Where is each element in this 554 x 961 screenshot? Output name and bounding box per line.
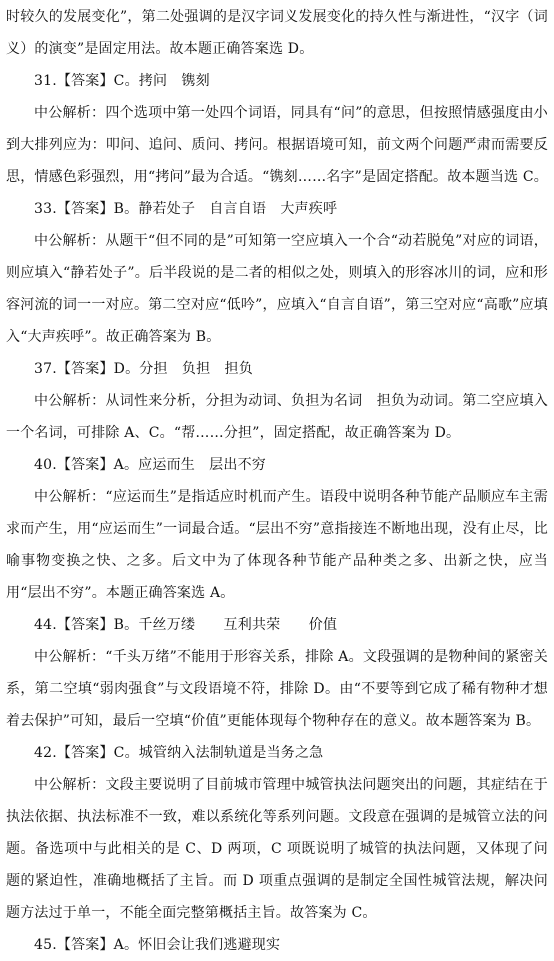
answer-line-42: 42.【答案】C。城管纳入法制轨道是当务之急 — [34, 745, 324, 761]
analysis-44: 中公解析：“千头万绪”不能用于形容关系，排除 A。文段强调的是物种间的紧密关系，第二空填“弱肉强食”与文段语境不符，排除 D。由“不要等到它成了稀有物种才想着去保护”可知，最后一空填“价值”更能体现每个物种存在的意义。故本题答案为 B。 — [6, 649, 548, 729]
answer-line-40: 40.【答案】A。应运而生 层出不穷 — [34, 457, 266, 473]
analysis-33: 中公解析：从题干“但不同的是”可知第一空应填入一个合“动若脱兔”对应的词语，则应填入“静若处子”。后半段说的是二者的相似之处，则填入的形容冰川的词，应和形容河流的词一一对应。第二空对应“低吟”，应填入“自言自语”，第三空对应“高歌”应填入“大声疾呼”。故正确答案为 B。 — [6, 233, 548, 345]
analysis-40: 中公解析：“应运而生”是指适应时机而产生。语段中说明各种节能产品顺应车主需求而产生，用“应运而生”一词最合适。“层出不穷”意指接连不断地出现，没有止尽，比喻事物变换之快、之多。后文中为了体现各种节能产品种类之多、出新之快，应当用“层出不穷”。本题正确答案选 A。 — [6, 489, 548, 601]
analysis-31: 中公解析：四个选项中第一处四个词语，同具有“问”的意思，但按照情感强度由小到大排列应为：叩问、追问、质问、拷问。根据语境可知，前文两个问题严肃而需要反思，情感色彩强烈，用“拷问”最为合适。“镌刻……名字”是固定搭配。故本题当选 C。 — [6, 105, 548, 185]
answer-line-33: 33.【答案】B。静若处子 自言自语 大声疾呼 — [34, 201, 338, 217]
answer-line-44: 44.【答案】B。千丝万缕 互利共荣 价值 — [34, 617, 338, 633]
answer-line-45: 45.【答案】A。怀旧会让我们逃避现实 — [34, 937, 281, 953]
answer-line-37: 37.【答案】D。分担 负担 担负 — [34, 361, 253, 377]
analysis-37: 中公解析：从词性来分析，分担为动词、负担为名词 担负为动词。第二空应填入一个名词，可排除 A、C。“帮……分担”，固定搭配，故正确答案为 D。 — [6, 393, 548, 441]
paragraph-continuation: 时较久的发展变化”，第二处强调的是汉字词义发展变化的持久性与渐进性，“汉字（词义）的演变”是固定用法。故本题正确答案选 D。 — [6, 9, 548, 57]
analysis-42: 中公解析：文段主要说明了目前城市管理中城管执法问题突出的问题，其症结在于执法依据、执法标准不一致，难以系统化等系列问题。文段意在强调的是城管立法的问题。备选项中与此相关的是 C、D 两项，C 项既说明了城管的执法问题，又体现了问题的紧迫性，准确地概括了主旨。而 D 项重点强调的是制定全国性城管法规，解决问题方法过于单一，不能全面完整第概括主旨。故答案为 C。 — [6, 777, 548, 921]
answer-line-31: 31.【答案】C。拷问 镌刻 — [34, 73, 210, 89]
